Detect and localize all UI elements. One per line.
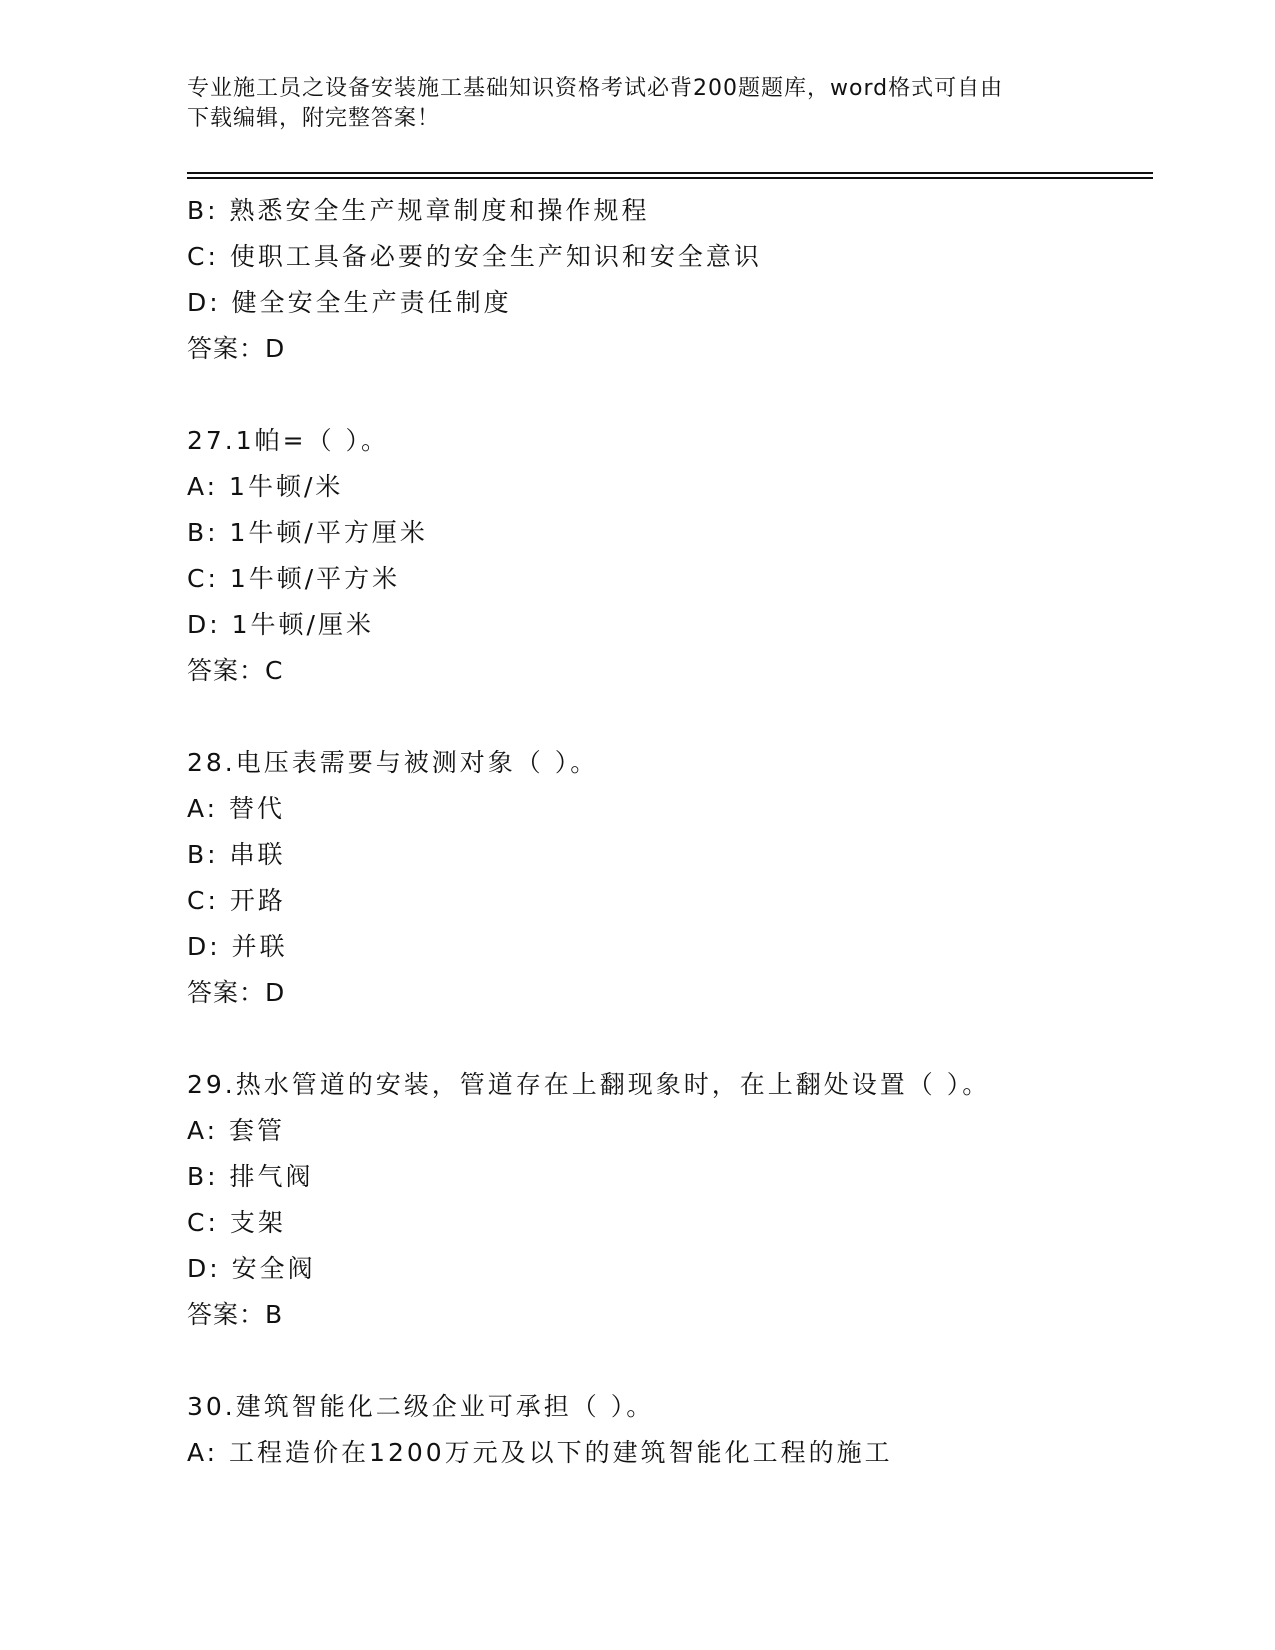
- document-header: [187, 74, 1067, 134]
- question-list: [187, 188, 1153, 1476]
- question-block-28: [187, 740, 1153, 1016]
- question-stem: 28.电压表需要与被测对象（ ）。: [187, 748, 599, 777]
- question-stem: 27.1帕=（ ）。: [187, 426, 390, 455]
- option-c: C: 使职工具备必要的安全生产知识和安全意识: [187, 242, 762, 271]
- option-a: A: 套管: [187, 1116, 286, 1145]
- option-a: A: 工程造价在1200万元及以下的建筑智能化工程的施工: [187, 1438, 893, 1467]
- answer-line: 答案：D: [187, 978, 286, 1007]
- option-d: D: 健全安全生产责任制度: [187, 288, 512, 317]
- question-stem: 29.热水管道的安装，管道存在上翻现象时，在上翻处设置（ ）。: [187, 1070, 991, 1099]
- answer-line: 答案：B: [187, 1300, 284, 1329]
- spacer: [187, 1016, 1153, 1062]
- answer-line: 答案：D: [187, 334, 286, 363]
- option-b: B: 排气阀: [187, 1162, 314, 1191]
- spacer: [187, 694, 1153, 740]
- option-d: D: 并联: [187, 932, 288, 961]
- option-d: D: 安全阀: [187, 1254, 316, 1283]
- header-title-line-1: 专业施工员之设备安装施工基础知识资格考试必背200题题库，word格式可自由: [187, 76, 1004, 101]
- spacer: [187, 372, 1153, 418]
- header-divider-top: [187, 172, 1153, 174]
- question-block-26: [187, 188, 1153, 372]
- question-block-29: [187, 1062, 1153, 1338]
- spacer: [187, 1338, 1153, 1384]
- option-b: B: 1牛顿/平方厘米: [187, 518, 428, 547]
- option-b: B: 串联: [187, 840, 286, 869]
- question-stem: 30.建筑智能化二级企业可承担（ ）。: [187, 1392, 655, 1421]
- option-a: A: 1牛顿/米: [187, 472, 344, 501]
- option-c: C: 开路: [187, 886, 286, 915]
- option-a: A: 替代: [187, 794, 286, 823]
- header-title-line-2: 下载编辑，附完整答案！: [187, 106, 441, 131]
- question-block-27: [187, 418, 1153, 694]
- option-c: C: 支架: [187, 1208, 286, 1237]
- header-divider-bottom: [187, 177, 1153, 179]
- option-b: B: 熟悉安全生产规章制度和操作规程: [187, 196, 650, 225]
- option-d: D: 1牛顿/厘米: [187, 610, 374, 639]
- option-c: C: 1牛顿/平方米: [187, 564, 401, 593]
- question-block-30: [187, 1384, 1153, 1476]
- answer-line: 答案：C: [187, 656, 284, 685]
